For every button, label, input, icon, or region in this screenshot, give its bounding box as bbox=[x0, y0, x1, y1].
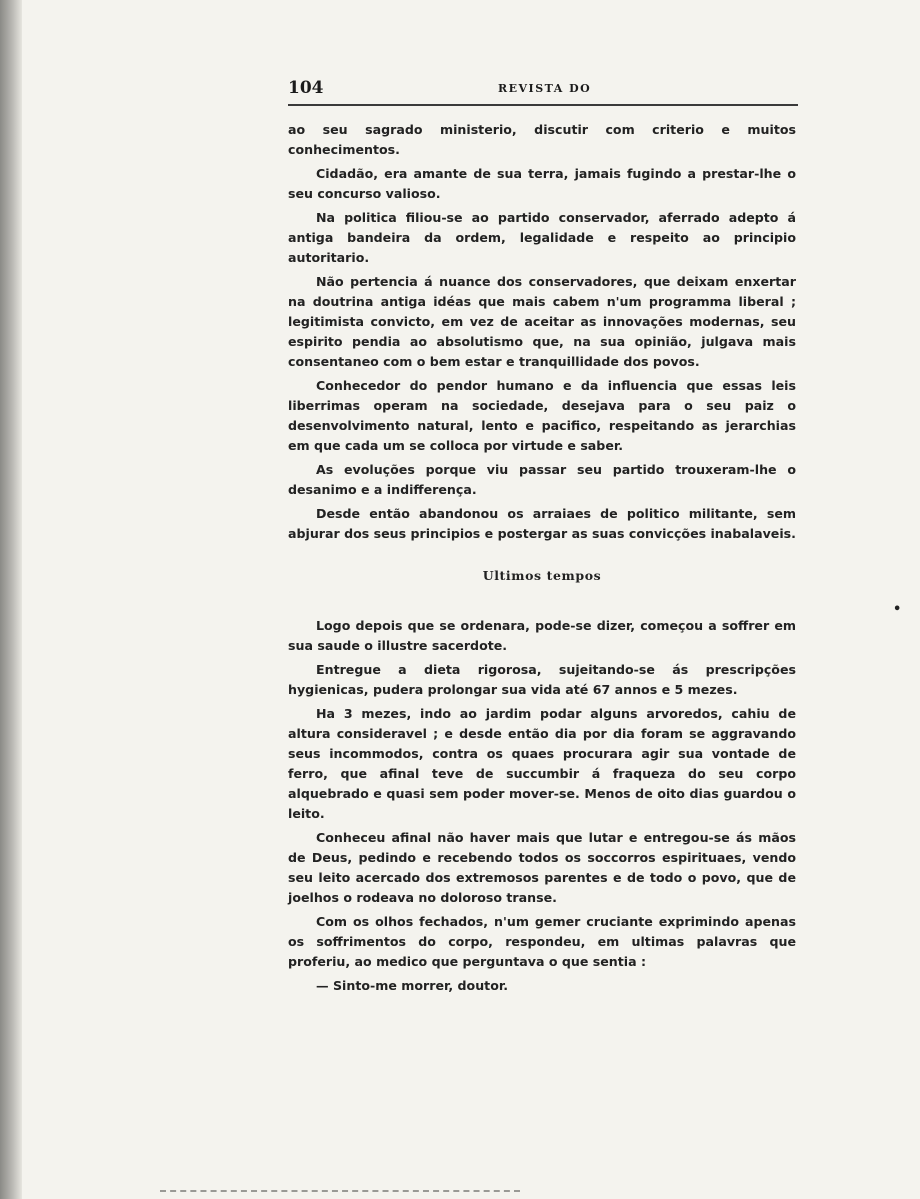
scan-artifact-bottom bbox=[160, 1190, 520, 1194]
page-number: 104 bbox=[288, 78, 324, 98]
paragraph: As evoluções porque viu passar seu partido trouxeram-lhe o desanimo e a indifferença. bbox=[288, 462, 796, 497]
paragraph: Na politica filiou-se ao partido conservador, aferrado adepto á antiga bandeira da ordem, legalidade e respeito ao principio autoritario. bbox=[288, 210, 796, 265]
header-rule bbox=[288, 104, 798, 106]
paragraph: Conhecedor do pendor humano e da influencia que essas leis liberrimas operam na sociedade, desejava para o seu paiz o desenvolvimento natural, lento e pacifico, respeitando as jerarchias em que cada um se colloca por virtude e saber. bbox=[288, 378, 796, 453]
paragraph: Cidadão, era amante de sua terra, jamais fugindo a prestar-lhe o seu concurso valioso. bbox=[288, 166, 796, 201]
paragraph: Desde então abandonou os arraiaes de politico militante, sem abjurar dos seus principios e postergar as suas convicções inabalaveis. bbox=[288, 506, 796, 541]
paragraph: Entregue a dieta rigorosa, sujeitando-se ás prescripções hygienicas, pudera prolongar sua vida até 67 annos e 5 mezes. bbox=[288, 662, 796, 697]
margin-mark: • bbox=[893, 602, 902, 617]
paragraph: Ha 3 mezes, indo ao jardim podar alguns arvoredos, cahiu de altura consideravel ; e desde então dia por dia foram se aggravando seus incommodos, contra os quaes procurara agir sua vontade de ferro, que afinal teve de succumbir á fraqueza do seu corpo alquebrado e quasi sem poder mover-se. Menos de oito dias guardou o leito. bbox=[288, 706, 796, 821]
running-title: REVISTA DO bbox=[498, 82, 592, 95]
running-header bbox=[288, 78, 798, 104]
paragraph: ao seu sagrado ministerio, discutir com criterio e muitos conhecimentos. bbox=[288, 122, 796, 157]
paragraph: Conheceu afinal não haver mais que lutar e entregou-se ás mãos de Deus, pedindo e recebendo todos os soccorros espirituaes, vendo seu leito acercado dos extremosos parentes e de todo o povo, que de joelhos o rodeava no doloroso transe. bbox=[288, 830, 796, 905]
paragraph: Logo depois que se ordenara, pode-se dizer, começou a soffrer em sua saude o illustre sacerdote. bbox=[288, 618, 796, 653]
paragraph: Não pertencia á nuance dos conservadores, que deixam enxertar na doutrina antiga idéas que mais cabem n'um programma liberal ; legitimista convicto, em vez de aceitar as innovações modernas, seu espirito pendia ao absolutismo que, na sua opinião, julgava mais consentaneo com o bem estar e tranquillidade dos povos. bbox=[288, 274, 796, 369]
paragraph: Com os olhos fechados, n'um gemer cruciante exprimindo apenas os soffrimentos do corpo, respondeu, em ultimas palavras que proferiu, ao medico que perguntava o que sentia : bbox=[288, 914, 796, 969]
body-text bbox=[288, 120, 796, 1000]
page-edge-shadow bbox=[0, 0, 22, 1199]
section-title: Ultimos tempos bbox=[482, 568, 602, 583]
paragraph: — Sinto-me morrer, doutor. bbox=[316, 978, 509, 993]
